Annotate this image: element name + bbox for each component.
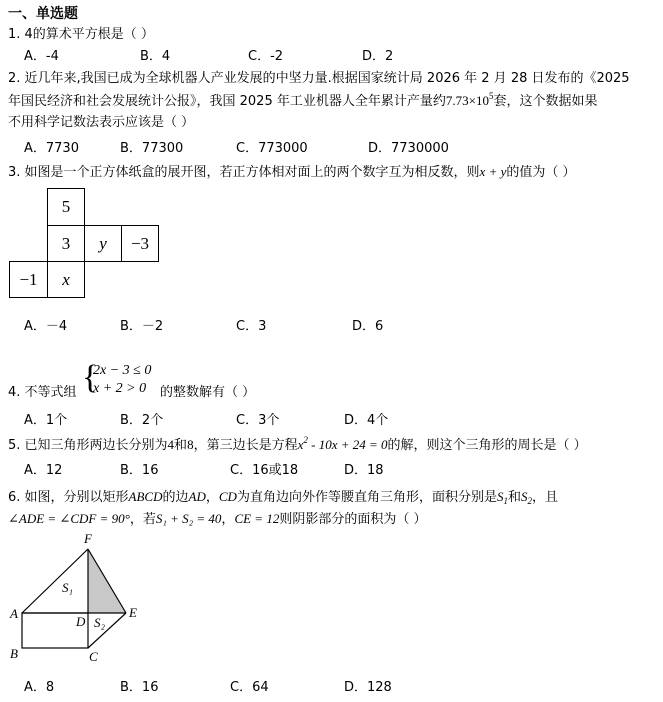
q6-option-d[interactable]: D．128 <box>344 680 392 695</box>
q2-line2-post: 套，这个数据如果 <box>493 94 598 109</box>
q4-ineq-1: 2x − 3 ≤ 0 <box>93 363 152 378</box>
net-cell-3: 3 <box>47 225 85 262</box>
q6-sum-eq: S₁ + S₂ = 40 <box>155 511 222 526</box>
q5-stem: 5. 已知三角形两边长分别为4和8，第三边长是方程$x^2 - 10x + 24 = 0$的解，则这个三角形的周长是（ ） <box>8 435 587 453</box>
q4-stem-post: 的整数解有（ ） <box>160 385 256 400</box>
q4-option-d[interactable]: D．4个 <box>344 413 389 428</box>
q6-figure <box>0 528 170 668</box>
q4-brace: { <box>82 359 99 396</box>
q5-equation: $x^2 - 10x + 24 = 0$ <box>297 435 388 452</box>
label-d: D <box>76 614 86 629</box>
q6-option-b[interactable]: B．16 <box>120 680 159 695</box>
q1-option-a[interactable]: A．-4 <box>24 49 59 64</box>
q2-line1: 2. 近几年来,我国已成为全球机器人产业发展的中坚力量.根据国家统计局 2026 年 2 月 28 日发布的《2025 <box>8 71 630 86</box>
net-cell-5: 5 <box>47 188 85 226</box>
q1-option-d[interactable]: D．2 <box>362 49 394 64</box>
q2-line2-pre: 年国民经济和社会发展统计公报》，我国 2025 年工业机器人全年累计产量约 <box>8 94 446 109</box>
q2-option-c[interactable]: C．773000 <box>236 141 308 156</box>
label-s1: S₁ <box>62 580 74 595</box>
q1-stem: 1. 4的算术平方根是（ ） <box>8 27 154 42</box>
q1-option-c[interactable]: C．-2 <box>248 49 284 64</box>
q4-ineq-2: x + 2 > 0 <box>93 381 147 396</box>
q6-option-a[interactable]: A．8 <box>24 680 55 695</box>
q2-option-d[interactable]: D．7730000 <box>368 141 449 156</box>
edge-af <box>22 549 88 613</box>
q3-option-a[interactable]: A．－4 <box>24 319 68 334</box>
q4-stem-pre: 4. 不等式组 <box>8 385 77 400</box>
q5-option-c[interactable]: C．16或18 <box>230 463 299 478</box>
label-b: B <box>10 646 18 661</box>
net-cell-x: x <box>47 261 85 298</box>
label-e: E <box>129 605 137 620</box>
q6-ce-eq: CE = 12 <box>234 511 280 526</box>
q3-option-d[interactable]: D．6 <box>352 319 384 334</box>
q3-option-c[interactable]: C．3 <box>236 319 267 334</box>
q6-line2: ∠ADE = ∠CDF = 90°，若S₁ + S₂ = 40，CE = 12则阴影部分的面积为（ ） <box>8 511 427 527</box>
q4-option-b[interactable]: B．2个 <box>120 413 164 428</box>
label-a: A <box>10 606 18 621</box>
q3-option-b[interactable]: B．－2 <box>120 319 164 334</box>
q6-angle-eq: ∠ADE = ∠CDF = 90° <box>8 511 130 526</box>
q2-sci-number: $7.73\times 10^5$ <box>445 91 494 108</box>
q4-option-c[interactable]: C．3个 <box>236 413 280 428</box>
q3-stem: 3. 如图是一个正方体纸盒的展开图，若正方体相对面上的两个数字互为相反数，则x + y的值为（ ） <box>8 164 576 180</box>
q4-option-a[interactable]: A．1个 <box>24 413 68 428</box>
q2-line2 <box>8 90 597 109</box>
q2-line3: 不用科学记数法表示应该是（ ） <box>8 115 195 130</box>
q2-option-a[interactable]: A．7730 <box>24 141 79 156</box>
q6-line1: 6. 如图，分别以矩形ABCD的边AD，CD为直角边向外作等腰直角三角形，面积分别是$S_1$和$S_2$，且 <box>8 489 558 506</box>
q6-s2: $S_2$ <box>520 489 532 506</box>
label-c: C <box>89 649 98 664</box>
section-title: 一、单选题 <box>8 6 78 22</box>
q5-option-d[interactable]: D．18 <box>344 463 384 478</box>
q6-s1: $S_1$ <box>496 489 508 506</box>
q5-option-b[interactable]: B．16 <box>120 463 159 478</box>
q6-option-c[interactable]: C．64 <box>230 680 269 695</box>
q3-expr: x + y <box>479 164 507 179</box>
q5-option-a[interactable]: A．12 <box>24 463 63 478</box>
label-f: F <box>84 531 92 546</box>
q2-option-b[interactable]: B．77300 <box>120 141 184 156</box>
net-cell-neg3: −3 <box>121 225 159 262</box>
label-s2: S₂ <box>94 615 106 630</box>
q1-option-b[interactable]: B．4 <box>140 49 171 64</box>
net-cell-neg1: −1 <box>9 261 48 298</box>
net-cell-y: y <box>84 225 122 262</box>
